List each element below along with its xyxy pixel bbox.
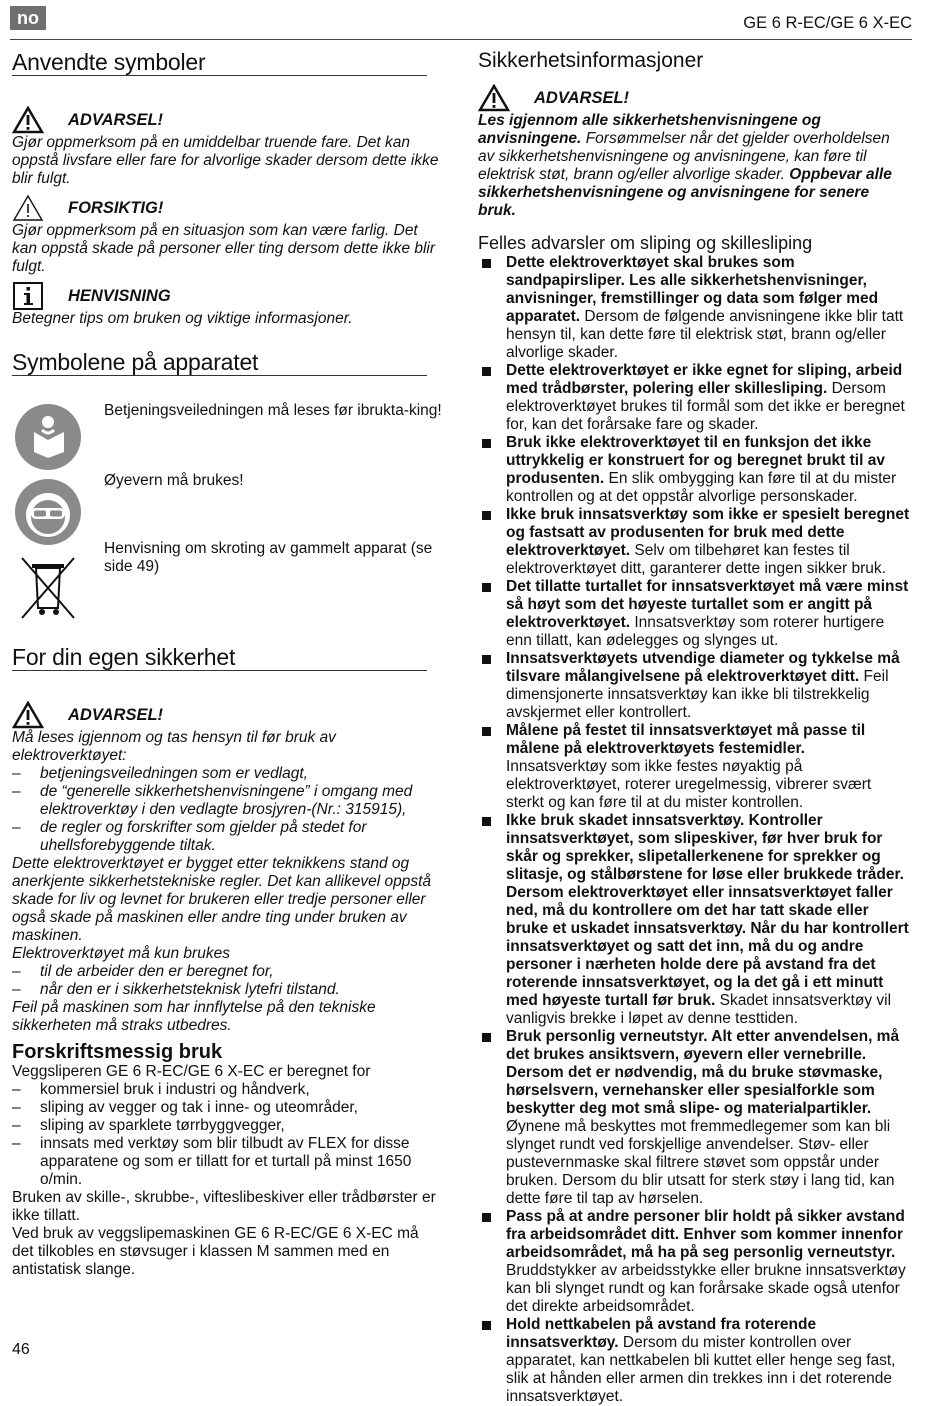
list-item: Målene på festet til innsatsverktøyet må passe til målene på elektroverktøyets festemidler. Innsatsverktøy som ikke festes nøyaktig på elektroverktøyet, roterer uregelmessig, vibrerer svært sterkt og kan føre til at du mister kontrollen. — [478, 722, 910, 812]
list-item: Hold nettkabelen på avstand fra roterende innsatsverktøy. Dersom du mister kontrollen over apparatet, kan nettkabelen bli kuttet eller henge seg fast, slik at hånden eller armen din trekkes inn i det roterende innsatsverktøyet. — [478, 1316, 910, 1406]
warning-label: ADVARSEL! — [68, 111, 164, 129]
device-symbol-text-manual: Betjeningsveiledningen må leses før ibrukta-king! — [104, 402, 442, 419]
use-intro: Veggsliperen GE 6 R-EC/GE 6 X-EC er beregnet for — [12, 1063, 371, 1080]
note-label: HENVISNING — [68, 287, 171, 305]
caution-text: Gjør oppmerksom på en situasjon som kan være farlig. Det kan oppstå skade på personer eller ting dersom dette ikke blir fulgt. — [12, 222, 436, 275]
list-item: Ikke bruk skadet innsatsverktøy. Kontroller innsatsverktøyet, som slipeskiver, før hver bruk for skår og sprekker, slipetallerkenene for sprekker og slitasje, og stålbørstene for løse eller brukkede tråder. Dersom elektroverktøyet eller innsatsverktøyet faller ned, må du kontrollere om det har tatt skade eller bruke et uskadet innsatsverktøy. Når du har kontrollert innsatsverktøyet og satt det inn, må du og andre personer i nærheten holde dere på avstand fra det roterende innsatsverktøyet, og la det gå i ett minutt med høyeste turtall før bruk. Skadet innsatsverktøy vil vanligvis brekke i løpet av denne testtiden. — [478, 812, 910, 1028]
list-item: – de “generelle sikkerhetshenvisningene” i omgang med elektroverktøy i den vedlagte brosjyren-(Nr.: 315915), — [12, 783, 442, 819]
header-rule — [10, 39, 912, 40]
safety-warning-heading — [12, 701, 442, 729]
warning-triangle-icon — [12, 701, 44, 729]
list-item: Bruk ikke elektroverktøyet til en funksjon det ikke uttrykkelig er konstruert for og beregnet brukt til av produsenten. En slik ombygging kan føre til at du mister kontrollen og at det oppstår alvorlige personskader. — [478, 434, 910, 506]
device-symbol-text-disposal: Henvisning om skroting av gammelt apparat (se side 49) — [104, 540, 433, 575]
list-item: – sliping av vegger og tak i inne- og uteområder, — [12, 1099, 442, 1117]
list-item: – sliping av sparklete tørrbyggvegger, — [12, 1117, 442, 1135]
disposal-bin-icon — [12, 552, 84, 622]
warning-heading — [12, 106, 442, 134]
section-title-device-symbols: Symbolene på apparatet — [12, 350, 427, 376]
list-item: Innsatsverktøyets utvendige diameter og tykkelse må tilsvare målangivelsene på elektroverktøyet ditt. Feil dimensjonerte innsatsverktøy kan ikke bli tilstrekkelig avskjermet eller kontrollert. — [478, 650, 910, 722]
list-item: – til de arbeider den er beregnet for, — [12, 963, 442, 981]
warning-body: Forsømmelser når det gjelder overholdelsen av sikkerhetshenvisningene og anvisningene, kan føre til elektrisk støt, brann og/eller alvorlige skader. — [478, 130, 890, 183]
safety-info-warning-label: ADVARSEL! — [534, 89, 630, 107]
note-heading — [12, 282, 442, 310]
warning-triangle-icon — [12, 106, 44, 134]
safety-list-2 — [12, 963, 442, 999]
section-title-symbols: Anvendte symboler — [12, 50, 427, 76]
use-list — [12, 1081, 442, 1189]
list-item: – innsats med verktøy som blir tilbudt av FLEX for disse apparatene og som er tillatt for et turtall på minst 1650 o/min. — [12, 1135, 442, 1189]
list-item: Dette elektroverktøyet er ikke egnet for sliping, arbeid med trådbørster, polering eller skillesliping. Dersom elektroverktøyet brukes til formål som det ikke er beregnet for, kan det forårsake fare og skader. — [478, 362, 910, 434]
section-title-safety: For din egen sikkerhet — [12, 645, 427, 671]
safety-info-warning-heading — [478, 84, 910, 112]
language-tab: no — [10, 6, 46, 30]
caution-triangle-icon — [12, 194, 44, 222]
safety-list — [12, 765, 442, 855]
safety-intro: Må leses igjennom og tas hensyn til før bruk av elektroverktøyet: — [12, 729, 336, 764]
use-text-2: Ved bruk av veggslipemaskinen GE 6 R-EC/GE 6 X-EC må det tilkobles en støvsuger i klassen M sammen med en antistatisk slange. — [12, 1225, 419, 1278]
warning-text: Gjør oppmerksom på en umiddelbar truende fare. Det kan oppstå livsfare eller fare for alvorlige skader dersom dette ikke blir fulgt. — [12, 134, 439, 187]
list-item: Pass på at andre personer blir holdt på sikker avstand fra arbeidsområdet ditt. Enhver som kommer innenfor arbeidsområdet, må ha på seg personlig verneutstyr. Bruddstykker av arbeidsstykke eller brukne innsatsverktøy kan bli slynget rundt og kan forårsake skade også utenfor det direkte arbeidsområdet. — [478, 1208, 910, 1316]
caution-label: FORSIKTIG! — [68, 199, 164, 217]
common-warnings-title: Felles advarsler om sliping og skillesliping — [478, 233, 813, 253]
list-item: – kommersiel bruk i industri og håndverk, — [12, 1081, 442, 1099]
list-item: – de regler og forskrifter som gjelder på stedet for uhellsforebyggende tiltak. — [12, 819, 442, 855]
info-icon — [12, 282, 44, 310]
note-text: Betegner tips om bruken og viktige informasjoner. — [12, 310, 353, 327]
warning-bold-2: Oppbevar alle sikkerhetshenvisningene og anvisningene for senere bruk. — [478, 166, 892, 219]
safety-text-2: Elektroverktøyet må kun brukes — [12, 945, 230, 962]
list-item: Dette elektroverktøyet skal brukes som sandpapirsliper. Les alle sikkerhetshenvisninger, anvisninger, fremstillinger og data som følger med apparatet. Dersom de følgende anvisningene ikke blir tatt hensyn til, kan dette føre til elektrisk støt, brann og/eller alvorlige skader. — [478, 254, 910, 362]
warning-triangle-icon — [478, 84, 510, 112]
model-name: GE 6 R-EC/GE 6 X-EC — [743, 14, 912, 32]
safety-warning-label: ADVARSEL! — [68, 706, 164, 724]
list-item: – betjeningsveiledningen som er vedlagt, — [12, 765, 442, 783]
caution-heading — [12, 194, 442, 222]
use-text-1: Bruken av skille-, skrubbe-, vifteslibeskiver eller trådbørster er ikke tillatt. — [12, 1189, 436, 1224]
safety-info-title: Sikkerhetsinformasjoner — [478, 49, 704, 72]
device-symbols — [12, 402, 442, 627]
list-item: Det tillatte turtallet for innsatsverktøyet må være minst så høyt som det høyeste turtallet som er angitt på elektroverktøyet. Innsatsverktøy som roterer hurtigere enn tillatt, kan ødelegges og slynges ut. — [478, 578, 910, 650]
right-column — [478, 50, 910, 1406]
left-column — [12, 50, 442, 1279]
list-item: Ikke bruk innsatsverktøy som ikke er spesielt beregnet og fastsatt av produsenten for bruk med dette elektroverktøyet. Selv om tilbehøret kan festes til elektroverktøyet ditt, garanterer dette ingen sikker bruk. — [478, 506, 910, 578]
device-symbol-text-eye: Øyevern må brukes! — [104, 472, 244, 489]
page-number: 46 — [12, 1341, 30, 1358]
section-title-intended-use: Forskriftsmessig bruk — [12, 1041, 223, 1063]
read-manual-icon — [12, 402, 84, 472]
safety-text-3: Feil på maskinen som har innflytelse på den tekniske sikkerheten må straks utbedres. — [12, 999, 376, 1034]
warning-bold-1: Les igjennom alle sikkerhetshenvisningene og anvisningene. — [478, 112, 821, 147]
common-warnings-list — [478, 254, 910, 1406]
list-item: – når den er i sikkerhetsteknisk lytefri tilstand. — [12, 981, 442, 999]
eye-protection-icon — [12, 477, 84, 547]
safety-text-1: Dette elektroverktøyet er bygget etter teknikkens stand og anerkjente sikkerhetstekniske regler. Det kan allikevel oppstå skade for liv og levnet for brukeren eller tredje personer eller også skade på maskinen eller andre ting under bruken av maskinen. — [12, 855, 431, 944]
list-item: Bruk personlig verneutstyr. Alt etter anvendelsen, må det brukes ansiktsvern, øyevern eller vernebrille. Dersom det er nødvendig, må du bruke støvmaske, hørselsvern, vernehansker eller spesialforkle som beskytter deg mot små slipe- og materialpartikler. Øynene må beskyttes mot fremmedlegemer som kan bli slynget rundt ved forskjellige anvendelser. Støv- eller pustevernmaske skal filtrere støvet som oppstår under bruken. Dersom du blir utsatt for sterk støy i lang tid, kan dette føre til tap av hørselen. — [478, 1028, 910, 1208]
